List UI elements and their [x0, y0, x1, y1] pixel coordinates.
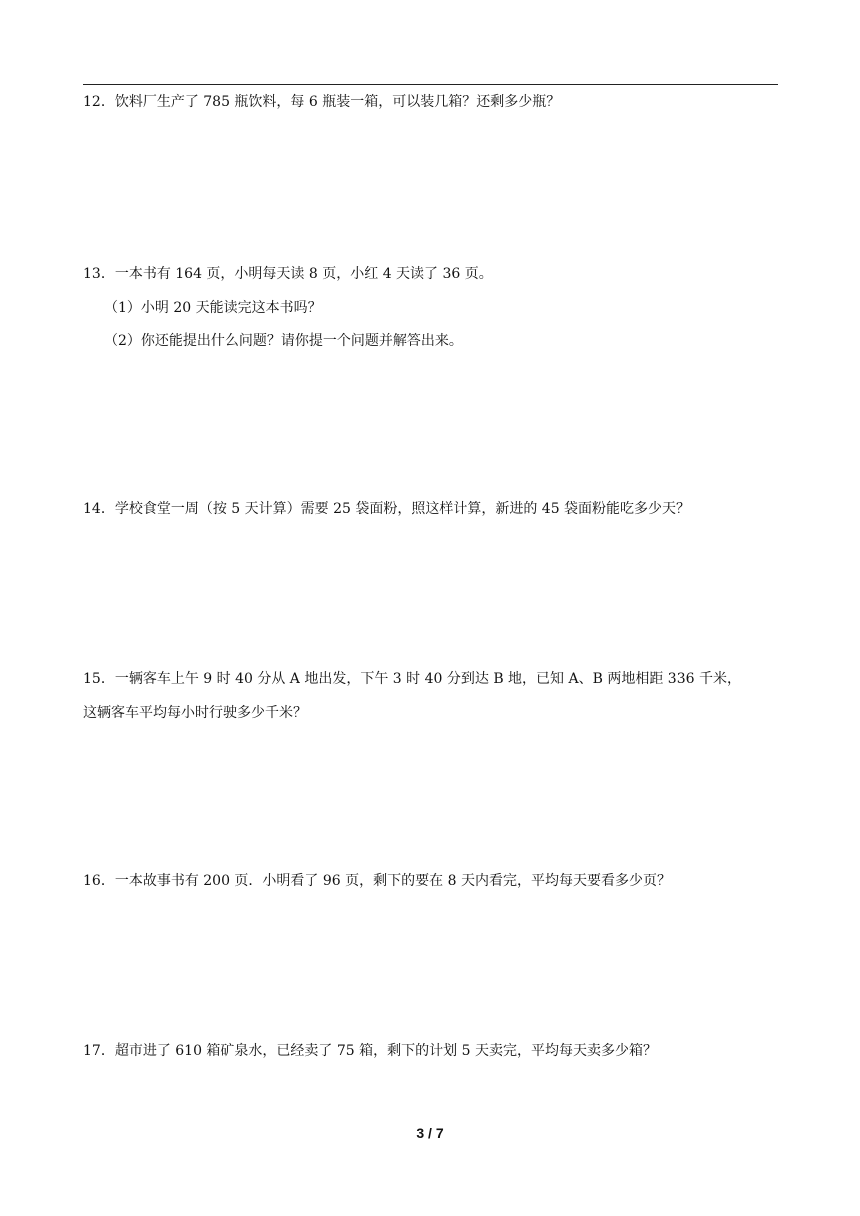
question-12: 12．饮料厂生产了 785 瓶饮料，每 6 瓶装一箱，可以装几箱？还剩多少瓶？ — [83, 94, 561, 110]
question-14: 14．学校食堂一周（按 5 天计算）需要 25 袋面粉，照这样计算，新进的 45 袋面粉能吃多少天？ — [83, 501, 691, 517]
question-15-line-2: 这辆客车平均每小时行驶多少千米？ — [83, 705, 307, 721]
page-number: 3 / 7 — [416, 1125, 444, 1141]
question-15-line-1: 15．一辆客车上午 9 时 40 分从 A 地出发，下午 3 时 40 分到达 B 地，已知 A、B 两地相距 336 千米， — [83, 671, 741, 687]
question-13-part-1: （1）小明 20 天能读完这本书吗？ — [104, 300, 322, 316]
question-16: 16．一本故事书有 200 页．小明看了 96 页，剩下的要在 8 天内看完，平均每天要看多少页？ — [83, 873, 671, 889]
question-13: 13．一本书有 164 页，小明每天读 8 页，小红 4 天读了 36 页。 — [83, 266, 493, 282]
question-17: 17．超市进了 610 箱矿泉水，已经卖了 75 箱，剩下的计划 5 天卖完，平均每天卖多少箱？ — [83, 1043, 657, 1059]
question-13-part-2: （2）你还能提出什么问题？请你提一个问题并解答出来。 — [104, 333, 463, 349]
header-rule — [83, 84, 778, 85]
